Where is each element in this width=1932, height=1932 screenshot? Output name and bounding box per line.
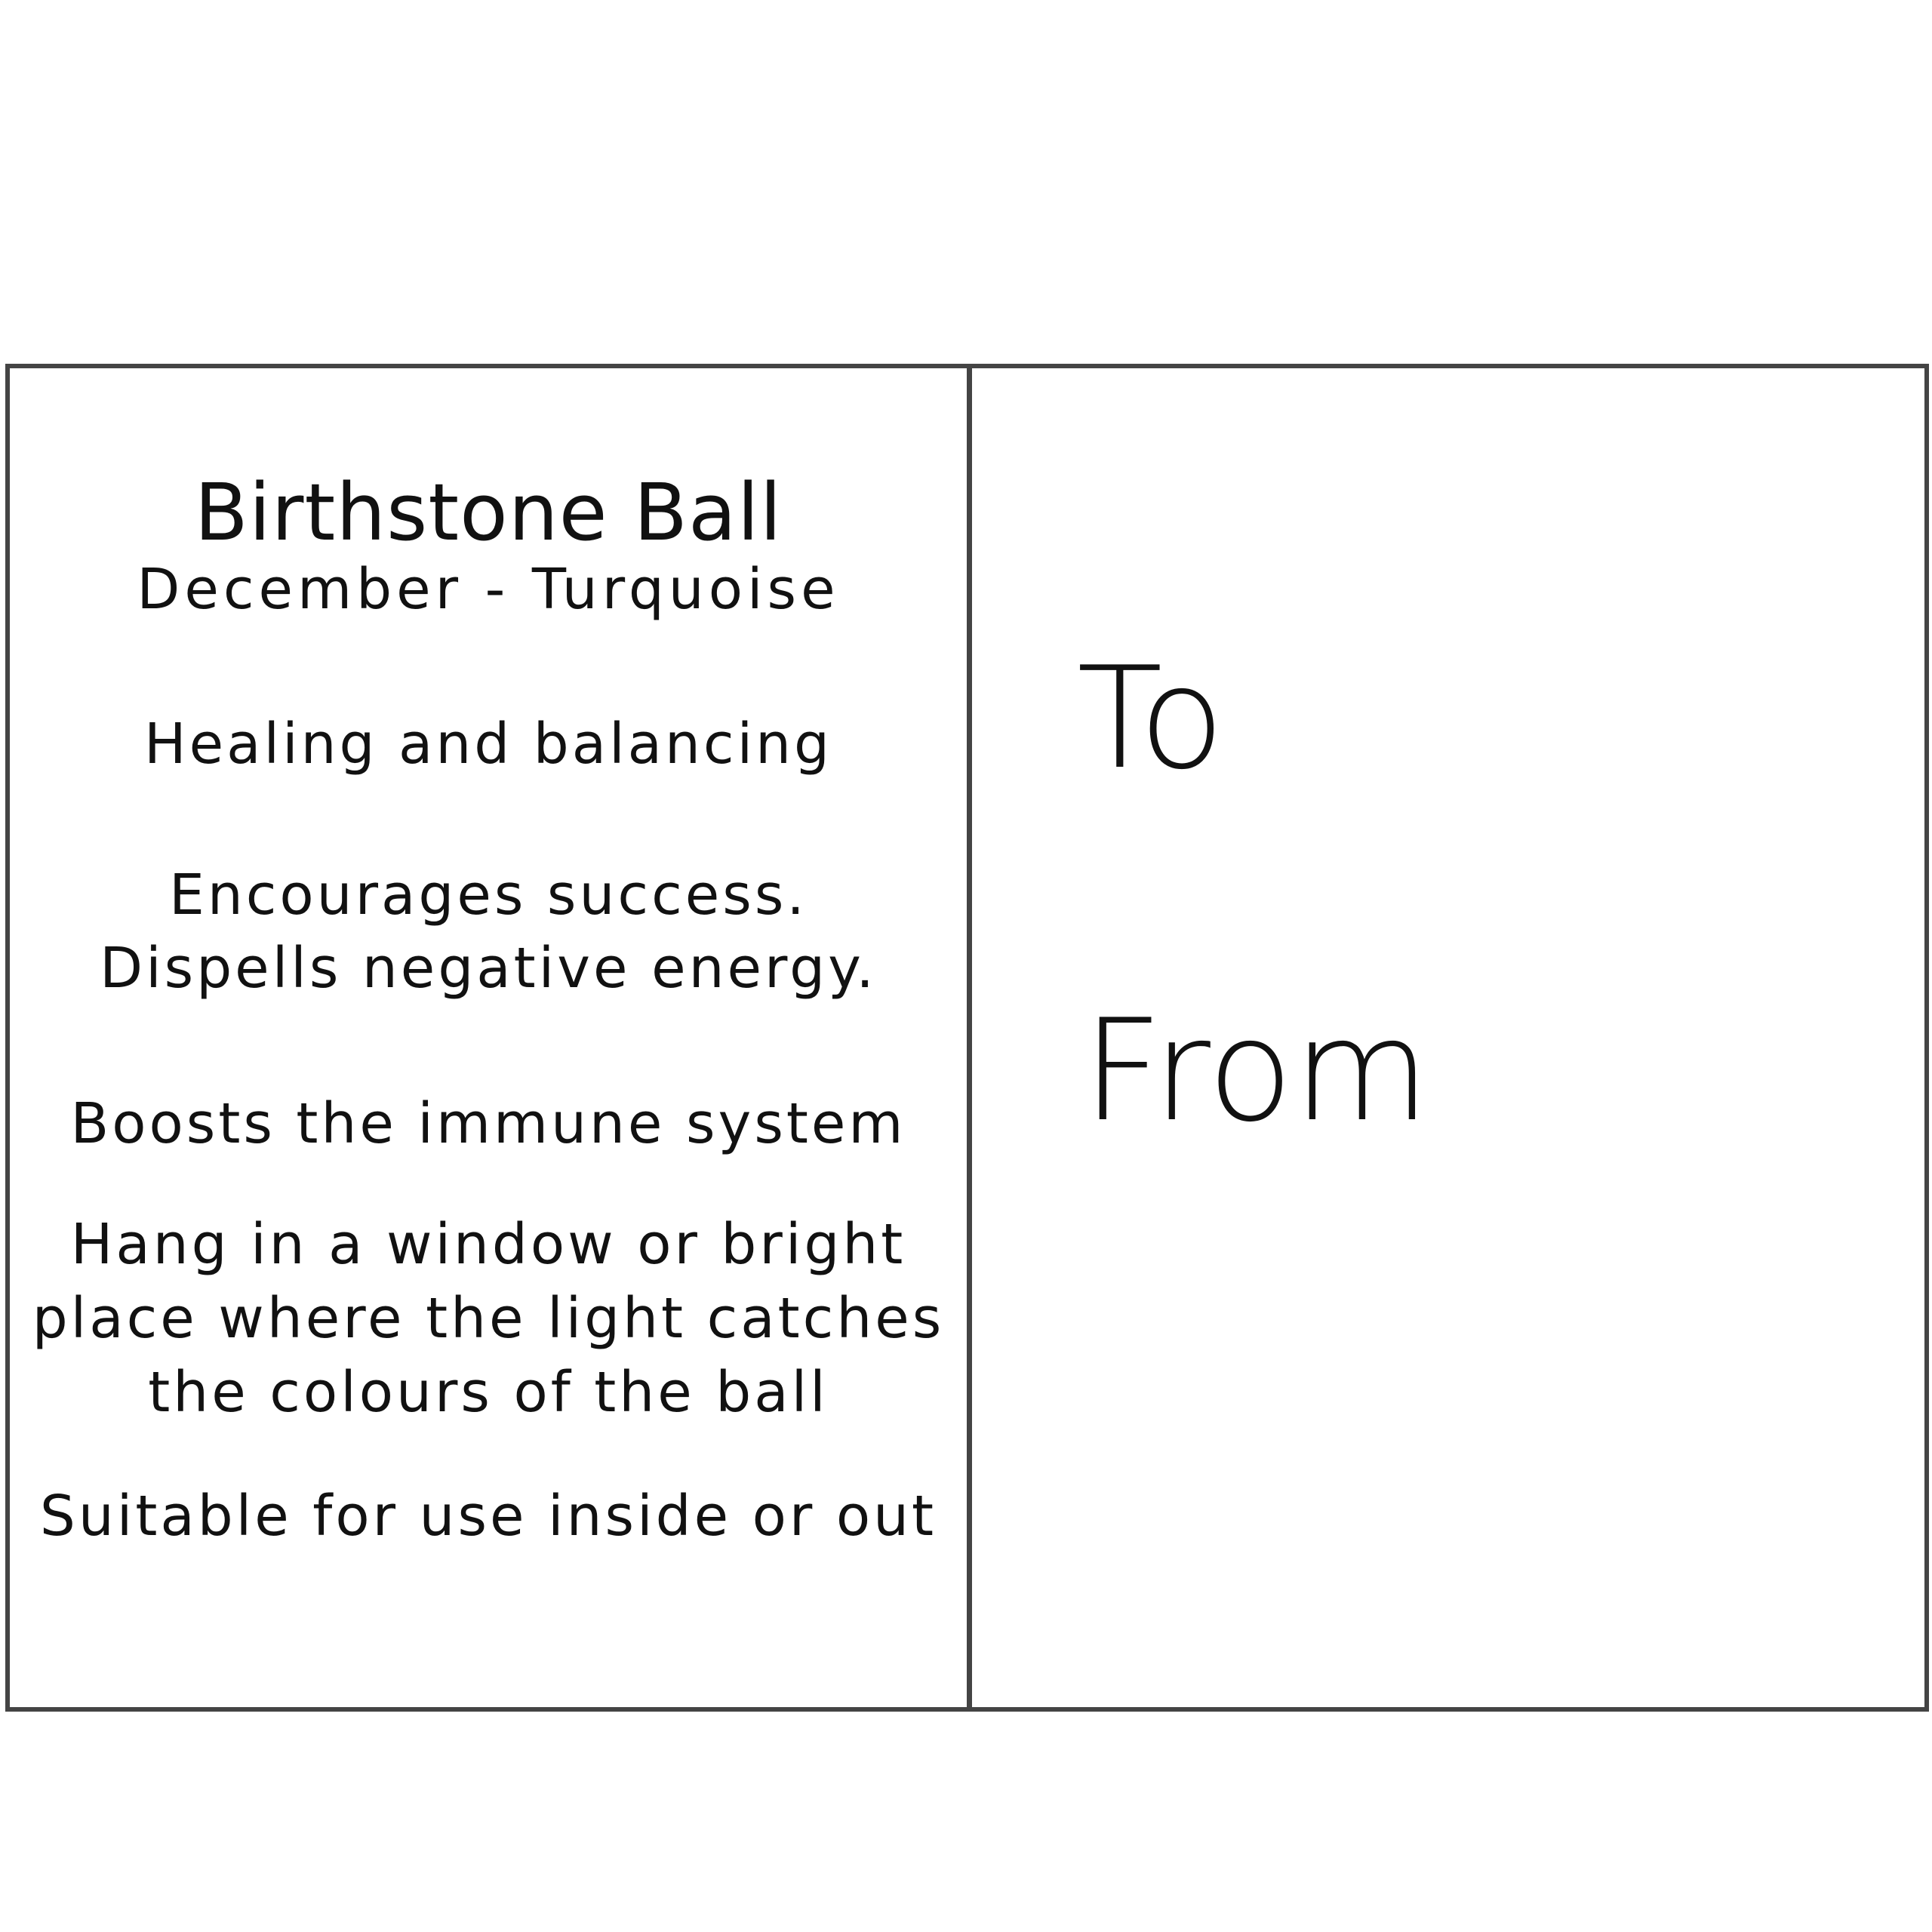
tag-line-suitable: Suitable for use inside or out bbox=[39, 1484, 937, 1549]
tag-info-panel bbox=[10, 368, 967, 1707]
tag-line-colours: the colours of the ball bbox=[148, 1360, 829, 1425]
tag-line-place: place where the light catches bbox=[32, 1286, 945, 1351]
tag-line-hang: Hang in a window or bright bbox=[70, 1212, 906, 1277]
tag-line-energy: Dispells negative energy. bbox=[100, 936, 877, 1001]
tag-line-success: Encourages success. bbox=[169, 863, 808, 928]
tag-line-immune: Boosts the immune system bbox=[70, 1091, 906, 1156]
tag-line-healing: Healing and balancing bbox=[143, 712, 833, 777]
to-label: To bbox=[1077, 636, 1225, 800]
tag-title: Birthstone Ball bbox=[194, 466, 783, 558]
fold-divider bbox=[967, 364, 972, 1712]
tag-address-panel bbox=[972, 368, 1924, 1707]
tag-subtitle: December - Turquoise bbox=[137, 557, 840, 622]
from-label: From bbox=[1082, 989, 1430, 1152]
